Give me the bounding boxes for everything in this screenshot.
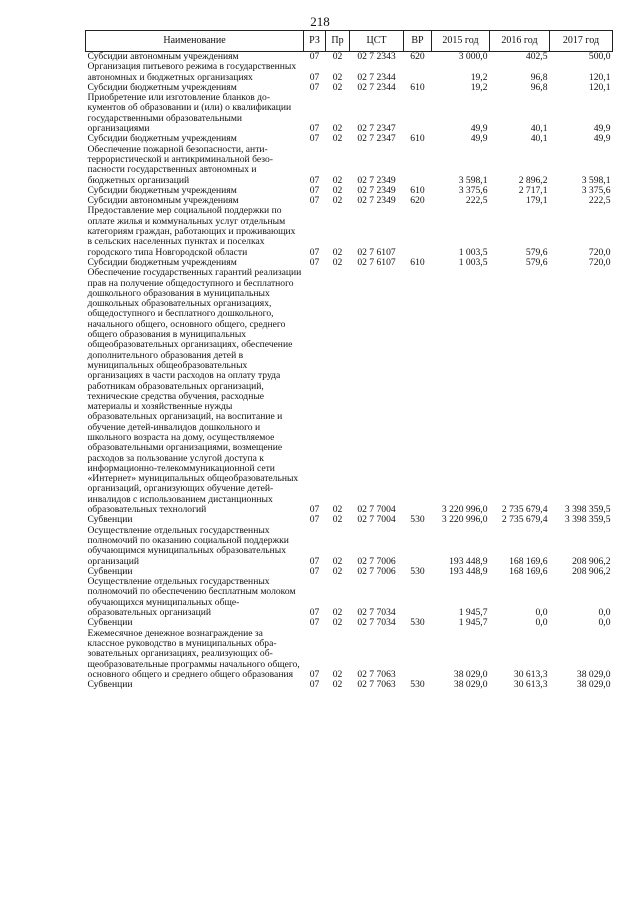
row-rz: 07 xyxy=(309,504,320,516)
row-name: Приобретение или изготовление бланков документов об образовании и (или) о квалификации государственными образовательными организациями xyxy=(87,92,292,135)
row-value-2017: 500,0 xyxy=(588,51,611,62)
row-value-2015: 1 003,5 xyxy=(458,246,488,258)
row-value-2016: 179,1 xyxy=(525,195,548,207)
table-row xyxy=(86,145,613,186)
row-cst: 02 7 6107 xyxy=(357,246,396,258)
table-row xyxy=(86,577,613,618)
row-pr: 02 xyxy=(332,679,343,691)
row-value-2017: 120,1 xyxy=(588,71,611,83)
row-vr: 610 xyxy=(410,133,425,145)
header-pr: Пр xyxy=(326,31,350,52)
row-value-2015: 38 029,0 xyxy=(453,668,488,680)
row-pr: 02 xyxy=(332,51,343,62)
row-value-2017: 0,0 xyxy=(598,607,611,619)
row-pr: 02 xyxy=(332,81,343,93)
row-name: Субсидии бюджетным учреждениям xyxy=(87,184,237,196)
row-vr: 610 xyxy=(410,184,425,196)
row-value-2016: 96,8 xyxy=(530,71,548,83)
budget-table xyxy=(85,30,613,690)
row-cst: 02 7 2347 xyxy=(357,123,396,135)
row-rz: 07 xyxy=(309,123,320,135)
table-row xyxy=(86,680,613,690)
row-vr xyxy=(404,577,432,618)
row-rz: 07 xyxy=(309,668,320,680)
row-value-2015: 3 220 996,0 xyxy=(441,504,488,516)
header-cst: ЦСТ xyxy=(350,31,404,52)
header-2017: 2017 год xyxy=(550,31,613,52)
row-value-2015: 19,2 xyxy=(470,71,488,83)
row-value-2015: 3 220 996,0 xyxy=(441,514,488,526)
header-name: Наименование xyxy=(86,31,304,52)
row-vr xyxy=(404,526,432,567)
row-cst: 02 7 2344 xyxy=(357,81,396,93)
row-value-2017: 0,0 xyxy=(598,617,611,629)
row-pr: 02 xyxy=(332,184,343,196)
row-rz: 07 xyxy=(309,607,320,619)
row-value-2016: 2 717,1 xyxy=(518,184,548,196)
row-value-2015: 38 029,0 xyxy=(453,679,488,691)
row-vr xyxy=(404,145,432,186)
row-value-2015: 193 448,9 xyxy=(449,565,488,577)
row-value-2017: 3 398 359,5 xyxy=(564,514,611,526)
row-pr: 02 xyxy=(332,133,343,145)
row-pr: 02 xyxy=(332,256,343,268)
row-name: Обеспечение пожарной безопасности, антитеррористической и антикриминальной безопасности государственных автономных и бюджетных организаций xyxy=(87,143,273,186)
row-value-2016: 2 735 679,4 xyxy=(501,514,548,526)
row-vr: 620 xyxy=(410,195,425,207)
row-value-2016: 0,0 xyxy=(535,607,548,619)
row-value-2015: 1 945,7 xyxy=(458,617,488,629)
row-pr: 02 xyxy=(332,617,343,629)
row-value-2016: 579,6 xyxy=(525,256,548,268)
row-value-2016: 2 735 679,4 xyxy=(501,504,548,516)
row-cst: 02 7 7063 xyxy=(357,668,396,680)
row-rz: 07 xyxy=(309,565,320,577)
row-rz: 07 xyxy=(309,246,320,258)
row-pr: 02 xyxy=(332,71,343,83)
row-value-2016: 40,1 xyxy=(530,133,548,145)
row-value-2017: 49,9 xyxy=(593,133,611,145)
row-rz: 07 xyxy=(309,195,320,207)
table-body xyxy=(86,52,613,691)
row-vr: 620 xyxy=(410,51,425,62)
row-value-2016: 2 896,2 xyxy=(518,174,548,186)
row-value-2016: 402,5 xyxy=(525,51,548,62)
row-value-2015: 1 003,5 xyxy=(458,256,488,268)
row-pr: 02 xyxy=(332,123,343,135)
table-row xyxy=(86,526,613,567)
row-vr: 610 xyxy=(410,256,425,268)
row-name: Субвенции xyxy=(87,617,133,629)
row-value-2015: 193 448,9 xyxy=(449,555,488,567)
row-name: Обеспечение государственных гарантий реализации прав на получение общедоступного и бесплатного дошкольного образования в муниципальных дошкольных образовательных организациях, общедоступного и бесплатного дошкольного, начального общего, основного общего, среднего общего образования в муниципальных общеобразовательных организациях, обеспечение дополнительного образования детей в муниципальных общеобразовательных организациях в части расходов на оплату труда работникам образовательных организаций, технические средства обучения, расходные материалы и хозяйственные нужды образовательных организаций, на воспитание и обучение детей-инвалидов дошкольного и школьного возраста на дому, осуществляемое образовательными организациями, возмещение расходов за пользование услугой доступа к информационно-телекоммуникационной сети «Интернет» муниципальных общеобразовательных организаций, организующих обучение детей-инвалидов с использованием дистанционных образовательных технологий xyxy=(87,267,302,516)
row-cst: 02 7 7006 xyxy=(357,565,396,577)
row-name: Ежемесячное денежное вознаграждение за классное руководство в муниципальных образовательных организациях, реализующих общеобразовательные программы начального общего, основного общего и среднего общего образования xyxy=(87,627,300,680)
row-value-2016: 0,0 xyxy=(535,617,548,629)
row-rz: 07 xyxy=(309,679,320,691)
row-rz: 07 xyxy=(309,514,320,526)
row-name: Субсидии автономным учреждениям xyxy=(87,51,239,62)
row-vr: 530 xyxy=(410,617,425,629)
table-row xyxy=(86,629,613,680)
row-cst: 02 7 7034 xyxy=(357,617,396,629)
row-cst: 02 7 2349 xyxy=(357,195,396,207)
row-rz: 07 xyxy=(309,555,320,567)
row-value-2016: 30 613,3 xyxy=(513,679,548,691)
row-value-2016: 30 613,3 xyxy=(513,668,548,680)
table-row xyxy=(86,268,613,515)
row-rz: 07 xyxy=(309,71,320,83)
row-rz: 07 xyxy=(309,184,320,196)
row-vr xyxy=(404,62,432,83)
row-value-2015: 1 945,7 xyxy=(458,607,488,619)
row-name: Субвенции xyxy=(87,514,133,526)
row-value-2017: 3 598,1 xyxy=(581,174,611,186)
header-vr: ВР xyxy=(404,31,432,52)
row-pr: 02 xyxy=(332,607,343,619)
row-value-2017: 720,0 xyxy=(588,246,611,258)
row-vr: 610 xyxy=(410,81,425,93)
row-value-2017: 3 398 359,5 xyxy=(564,504,611,516)
row-value-2016: 40,1 xyxy=(530,123,548,135)
row-vr xyxy=(404,93,432,134)
row-cst: 02 7 7063 xyxy=(357,679,396,691)
row-cst: 02 7 6107 xyxy=(357,256,396,268)
row-vr: 530 xyxy=(410,565,425,577)
row-value-2015: 19,2 xyxy=(470,81,488,93)
row-cst: 02 7 7034 xyxy=(357,607,396,619)
row-vr: 530 xyxy=(410,514,425,526)
row-cst: 02 7 2349 xyxy=(357,184,396,196)
row-name: Субсидии автономным учреждениям xyxy=(87,195,239,207)
row-vr xyxy=(404,206,432,257)
row-pr: 02 xyxy=(332,174,343,186)
row-value-2015: 3 000,0 xyxy=(458,51,488,62)
row-cst: 02 7 7004 xyxy=(357,504,396,516)
row-value-2017: 38 029,0 xyxy=(576,668,611,680)
row-rz: 07 xyxy=(309,174,320,186)
row-vr xyxy=(404,629,432,680)
row-vr: 530 xyxy=(410,679,425,691)
row-value-2015: 222,5 xyxy=(465,195,488,207)
row-pr: 02 xyxy=(332,668,343,680)
row-name: Субсидии бюджетным учреждениям xyxy=(87,81,237,93)
row-value-2015: 49,9 xyxy=(470,133,488,145)
row-value-2016: 168 169,6 xyxy=(509,555,548,567)
row-pr: 02 xyxy=(332,504,343,516)
table-row xyxy=(86,93,613,134)
row-rz: 07 xyxy=(309,133,320,145)
row-name: Субвенции xyxy=(87,565,133,577)
row-rz: 07 xyxy=(309,256,320,268)
row-value-2017: 3 375,6 xyxy=(581,184,611,196)
row-vr xyxy=(404,268,432,515)
row-value-2016: 168 169,6 xyxy=(509,565,548,577)
table-row xyxy=(86,62,613,83)
row-name: Осуществление отдельных государственных полномочий по оказанию социальной поддержки обучающимся муниципальных образовательных организаций xyxy=(87,524,289,567)
row-value-2017: 222,5 xyxy=(588,195,611,207)
row-name: Осуществление отдельных государственных полномочий по обеспечению бесплатным молоком обучающихся муниципальных общеобразовательных организаций xyxy=(87,576,296,619)
row-cst: 02 7 7004 xyxy=(357,514,396,526)
header-2016: 2016 год xyxy=(490,31,550,52)
row-name: Субсидии бюджетным учреждениям xyxy=(87,256,237,268)
row-pr: 02 xyxy=(332,195,343,207)
row-rz: 07 xyxy=(309,51,320,62)
row-name: Субвенции xyxy=(87,679,133,691)
row-cst: 02 7 2343 xyxy=(357,51,396,62)
page-number: 218 xyxy=(310,14,330,29)
table-header-row xyxy=(86,31,613,52)
row-value-2017: 49,9 xyxy=(593,123,611,135)
row-value-2015: 3 598,1 xyxy=(458,174,488,186)
header-2015: 2015 год xyxy=(432,31,490,52)
row-value-2017: 208 906,2 xyxy=(572,555,611,567)
row-value-2015: 49,9 xyxy=(470,123,488,135)
row-pr: 02 xyxy=(332,555,343,567)
row-pr: 02 xyxy=(332,514,343,526)
row-cst: 02 7 2349 xyxy=(357,174,396,186)
row-name: Организация питьевого режима в государственных автономных и бюджетных организациях xyxy=(87,61,297,83)
row-pr: 02 xyxy=(332,565,343,577)
row-cst: 02 7 7006 xyxy=(357,555,396,567)
header-rz: РЗ xyxy=(304,31,326,52)
row-value-2015: 3 375,6 xyxy=(458,184,488,196)
table-row xyxy=(86,206,613,257)
row-value-2017: 120,1 xyxy=(588,81,611,93)
row-value-2017: 720,0 xyxy=(588,256,611,268)
row-rz: 07 xyxy=(309,617,320,629)
row-cst: 02 7 2344 xyxy=(357,71,396,83)
row-name: Субсидии бюджетным учреждениям xyxy=(87,133,237,145)
row-value-2017: 208 906,2 xyxy=(572,565,611,577)
row-value-2016: 96,8 xyxy=(530,81,548,93)
row-name: Предоставление мер социальной поддержки по оплате жилья и коммунальных услуг отдельным категориям граждан, работающих и проживающих в сельских населенных пунктах и поселках городского типа Новгородской области xyxy=(87,205,296,258)
row-pr: 02 xyxy=(332,246,343,258)
row-value-2016: 579,6 xyxy=(525,246,548,258)
row-rz: 07 xyxy=(309,81,320,93)
row-cst: 02 7 2347 xyxy=(357,133,396,145)
row-value-2017: 38 029,0 xyxy=(576,679,611,691)
